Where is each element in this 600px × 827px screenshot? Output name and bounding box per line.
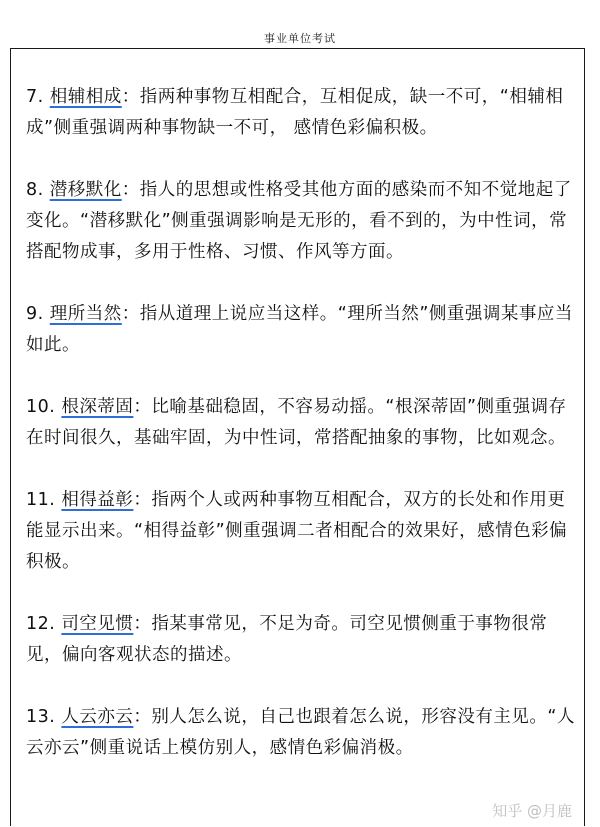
idiom-term: 人云亦云 — [61, 707, 134, 727]
idiom-definition: ：指两种事物互相配合，互相促成，缺一不可，“相辅相成”侧重强调两种事物缺一不可， 感情色彩偏积极。 — [26, 87, 564, 138]
zhihu-watermark: 知乎 @月鹿 — [492, 802, 572, 820]
idiom-definition: ：指某事常见，不足为奇。司空见惯侧重于事物很常见，偏向客观状态的描述。 — [26, 614, 548, 665]
idiom-term: 相得益彰 — [61, 490, 134, 510]
idiom-entry-11 — [26, 485, 578, 578]
idiom-term: 司空见惯 — [61, 614, 134, 634]
idiom-definition: ：指人的思想或性格受其他方面的感染而不知不觉地起了变化。“潜移默化”侧重强调影响是无形的，看不到的，为中性词，常搭配物成事，多用于性格、习惯、作风等方面。 — [26, 180, 572, 262]
idiom-term: 相辅相成 — [49, 87, 122, 107]
entry-number: 8. — [26, 180, 50, 200]
entry-number: 10. — [26, 397, 62, 417]
entry-number: 12. — [26, 614, 62, 634]
idiom-entry-10 — [26, 392, 578, 454]
entry-number: 13. — [26, 707, 62, 727]
idiom-definition: ：指从道理上说应当这样。“理所当然”侧重强调某事应当如此。 — [26, 304, 573, 355]
idiom-entry-7 — [26, 82, 578, 144]
idiom-definition: ：别人怎么说，自己也跟着怎么说，形容没有主见。“人云亦云”侧重说话上模仿别人，感情色彩偏消极。 — [26, 707, 575, 758]
entry-number: 7. — [26, 87, 50, 107]
idiom-term: 潜移默化 — [49, 180, 122, 200]
idiom-definition: ：比喻基础稳固，不容易动摇。“根深蒂固”侧重强调存在时间很久，基础牢固，为中性词，常搭配抽象的事物，比如观念。 — [26, 397, 567, 448]
idiom-list — [26, 82, 578, 764]
idiom-entry-8 — [26, 175, 578, 268]
idiom-entry-13 — [26, 702, 578, 764]
idiom-entry-12 — [26, 609, 578, 671]
entry-number: 11. — [26, 490, 62, 510]
idiom-definition: ：指两个人或两种事物互相配合，双方的长处和作用更能显示出来。“相得益彰”侧重强调二者相配合的效果好，感情色彩偏积极。 — [26, 490, 568, 572]
idiom-term: 理所当然 — [49, 304, 122, 324]
idiom-term: 根深蒂固 — [61, 397, 134, 417]
page-header: 事业单位考试 — [264, 32, 336, 45]
entry-number: 9. — [26, 304, 50, 324]
idiom-entry-9 — [26, 299, 578, 361]
